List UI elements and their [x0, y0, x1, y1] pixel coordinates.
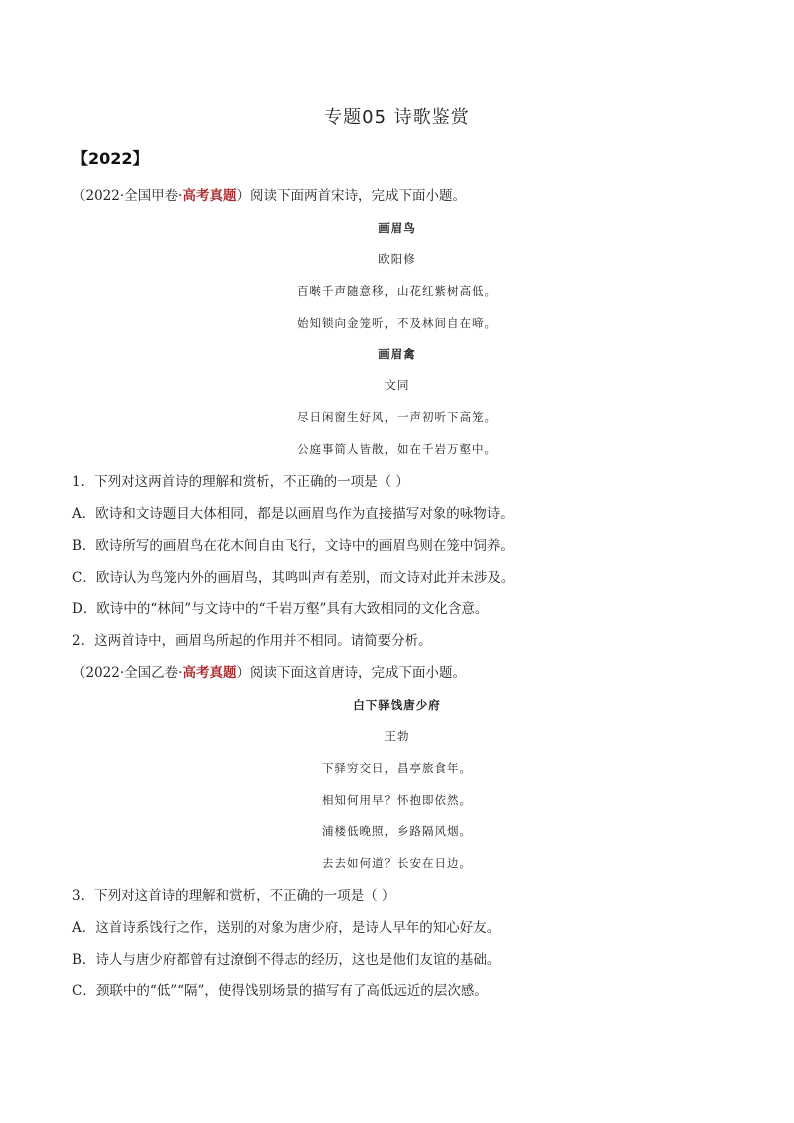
source-prefix: （2022·全国乙卷·: [72, 665, 183, 681]
poem-title: 白下驿饯唐少府: [353, 698, 441, 712]
answer-option: A．这首诗系饯行之作，送别的对象为唐少府，是诗人早年的知心好友。: [72, 920, 501, 936]
poem-title: 画眉鸟: [378, 221, 416, 235]
answer-option: C．欧诗认为鸟笼内外的画眉鸟，其鸣叫声有差别，而文诗对此并未涉及。: [72, 570, 515, 586]
poem-author: 王勃: [384, 729, 410, 743]
poem-line: 公庭事简人皆散，如在千岩万壑中。: [297, 442, 497, 456]
answer-option: B．诗人与唐少府都曾有过潦倒不得志的经历，这也是他们友谊的基础。: [72, 952, 501, 968]
poem-line: 相知何用早？怀抱即依然。: [322, 793, 472, 807]
answer-option: C．颈联中的“低”“隔”，使得饯别场景的描写有了高低远近的层次感。: [72, 983, 488, 999]
poem-line: 去去如何道？长安在日边。: [322, 856, 472, 870]
poem-line: 始知锁向金笼听，不及林间自在啼。: [297, 316, 497, 330]
answer-option: A．欧诗和文诗题目大体相同，都是以画眉鸟作为直接描写对象的咏物诗。: [72, 506, 514, 522]
poem-line: 下驿穷交日，昌亭旅食年。: [322, 761, 472, 775]
source-prefix: （2022·全国甲卷·: [72, 188, 183, 204]
poem-author: 文同: [384, 378, 410, 392]
poem-line: 浦楼低晚照，乡路隔风烟。: [322, 824, 472, 838]
poem-line: 百啭千声随意移，山花红紫树高低。: [297, 284, 497, 298]
source-tag: 高考真题: [182, 188, 237, 204]
source-line-1: [72, 187, 466, 205]
source-suffix: ）阅读下面这首唐诗，完成下面小题。: [236, 665, 466, 681]
answer-option: D．欧诗中的“林间”与文诗中的“千岩万壑”具有大致相同的文化含意。: [72, 601, 489, 617]
question-stem: 3．下列对这首诗的理解和赏析，不正确的一项是（ ）: [72, 888, 396, 904]
question-stem: 2．这两首诗中，画眉鸟所起的作用并不相同。请简要分析。: [72, 633, 432, 649]
source-tag: 高考真题: [182, 665, 237, 681]
answer-option: B．欧诗所写的画眉鸟在花木间自由飞行，文诗中的画眉鸟则在笼中饲养。: [72, 538, 514, 554]
poem-title: 画眉禽: [378, 347, 416, 361]
question-stem: 1．下列对这两首诗的理解和赏析，不正确的一项是（ ）: [72, 474, 409, 490]
year-heading: 【2022】: [72, 149, 149, 168]
page-title: 专题05 诗歌鉴赏: [324, 107, 470, 128]
source-line-2: [72, 664, 466, 682]
source-suffix: ）阅读下面两首宋诗，完成下面小题。: [236, 188, 466, 204]
poem-line: 尽日闲窗生好风，一声初听下高笼。: [297, 410, 497, 424]
poem-author: 欧阳修: [378, 252, 416, 266]
